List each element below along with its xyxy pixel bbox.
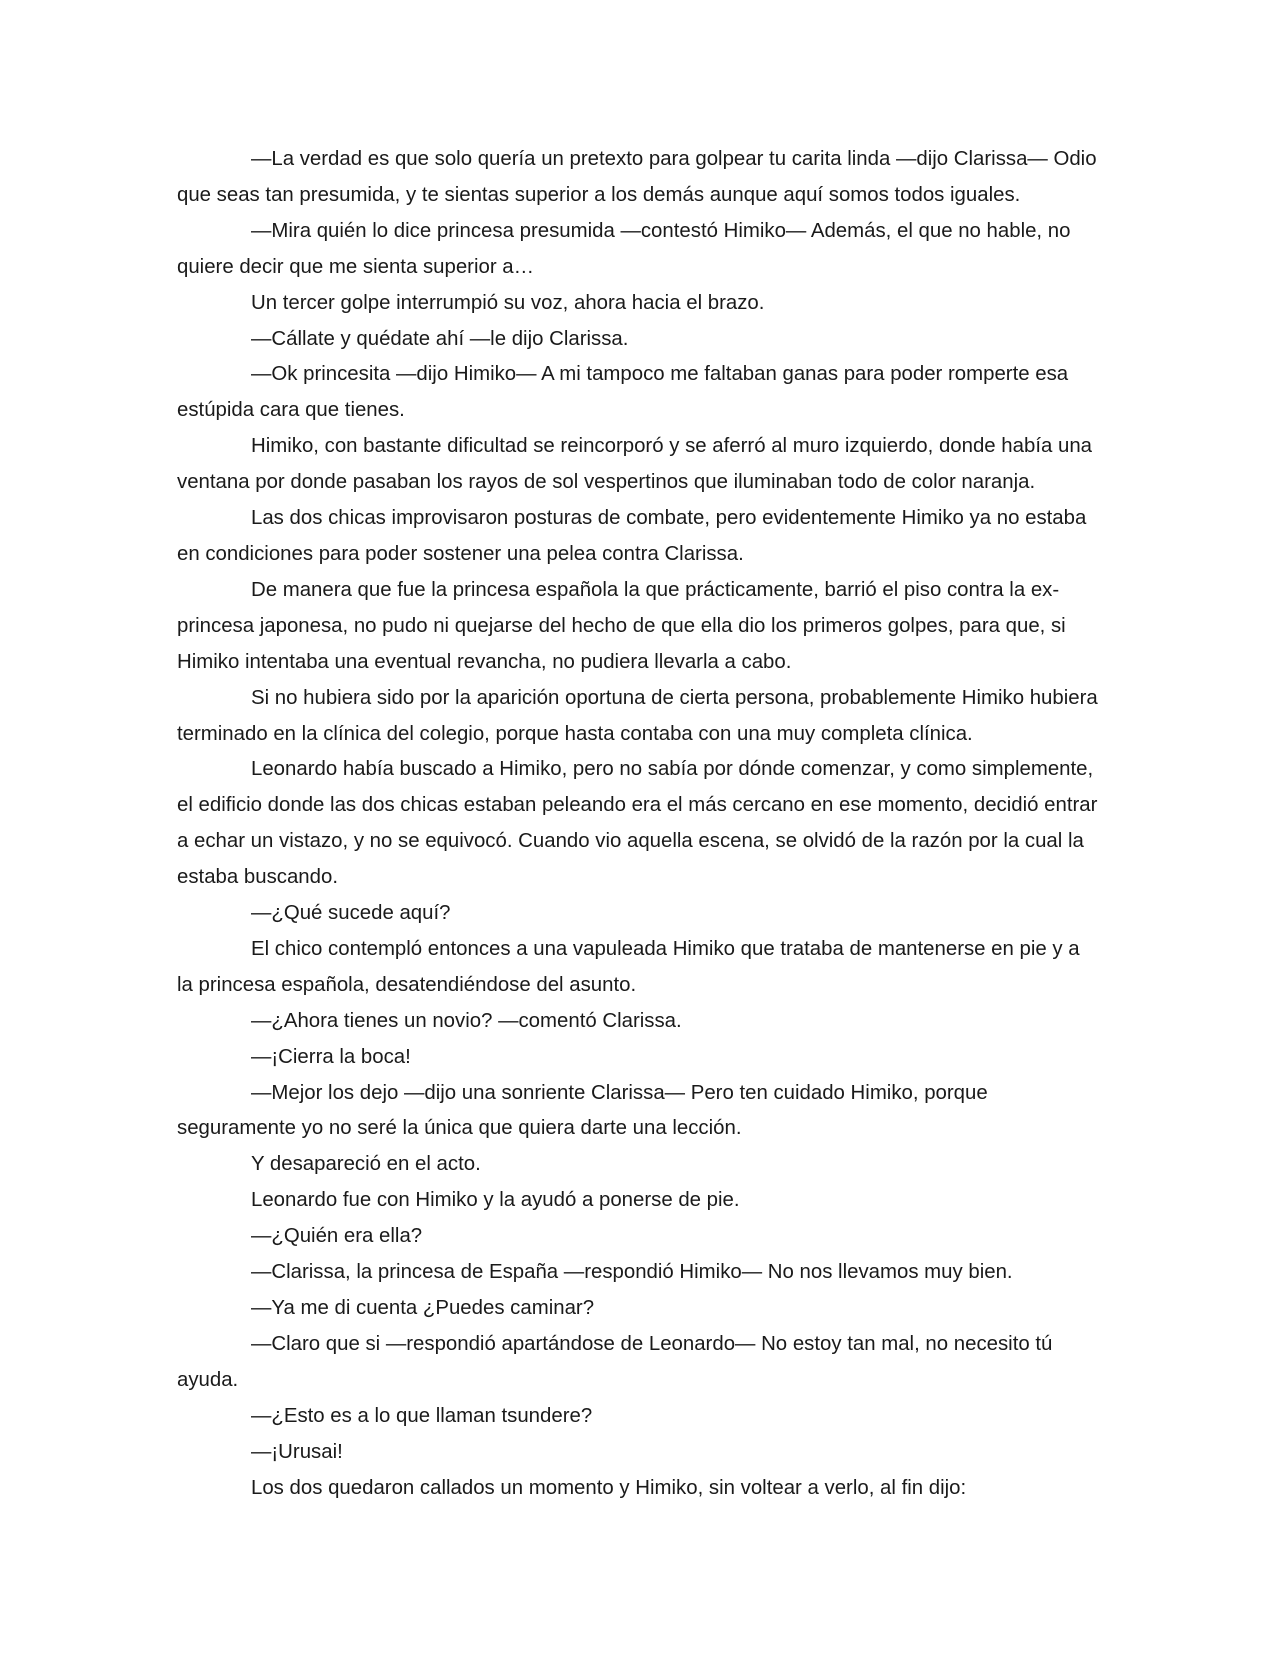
paragraph: —¿Esto es a lo que llaman tsundere? — [251, 1404, 593, 1427]
paragraph: —Ya me di cuenta ¿Puedes caminar? — [251, 1297, 595, 1319]
paragraph: —¿Ahora tienes un novio? —comentó Clarissa. — [251, 1009, 682, 1032]
paragraph: El chico contempló entonces a una vapuleada Himiko que trataba de mantenerse en pie y a la princesa española, desatendiéndose del asunto. — [177, 937, 1080, 996]
paragraph: Los dos quedaron callados un momento y Himiko, sin voltear a verlo, al fin dijo: — [251, 1476, 967, 1499]
paragraph: —Ok princesita —dijo Himiko— A mi tampoco me faltaban ganas para poder romperte esa estúpida cara que tienes. — [177, 363, 1069, 422]
paragraph: Un tercer golpe interrumpió su voz, ahora hacia el brazo. — [251, 291, 765, 314]
paragraph: —Mejor los dejo —dijo una sonriente Clarissa— Pero ten cuidado Himiko, porque seguramente yo no seré la única que quiera darte una lección. — [177, 1081, 988, 1140]
paragraph: —¡Urusai! — [251, 1440, 343, 1463]
paragraph: Si no hubiera sido por la aparición oportuna de cierta persona, probablemente Himiko hubiera terminado en la clínica del colegio, porque hasta contaba con una muy completa clínica. — [177, 686, 1098, 745]
paragraph: —Cállate y quédate ahí —le dijo Clarissa. — [251, 327, 629, 350]
paragraph: Leonardo había buscado a Himiko, pero no sabía por dónde comenzar, y como simplemente, el edificio donde las dos chicas estaban peleando era el más cercano en ese momento, decidió entrar a echar un vistazo, y no se equivocó. Cuando vio aquella escena, se olvidó de la razón por la cual la estaba buscando. — [177, 758, 1098, 889]
paragraph: —¿Quién era ella? — [251, 1225, 423, 1248]
paragraph: —¡Cierra la boca! — [251, 1045, 411, 1068]
paragraph: —Mira quién lo dice princesa presumida —contestó Himiko— Además, el que no hable, no quiere decir que me sienta superior a… — [177, 219, 1071, 278]
paragraph: —La verdad es que solo quería un pretexto para golpear tu carita linda —dijo Clarissa— Odio que seas tan presumida, y te sientas superior a los demás aunque aquí somos todos iguales. — [177, 148, 1097, 206]
paragraph: —Claro que si —respondió apartándose de Leonardo— No estoy tan mal, no necesito tú ayuda. — [177, 1332, 1053, 1391]
paragraph: De manera que fue la princesa española la que prácticamente, barrió el piso contra la ex-princesa japonesa, no pudo ni quejarse del hecho de que ella dio los primeros golpes, para que, si Himiko intentaba una eventual revancha, no pudiera llevarla a cabo. — [177, 578, 1066, 673]
paragraph: Y desapareció en el acto. — [251, 1153, 481, 1176]
paragraph: Leonardo fue con Himiko y la ayudó a ponerse de pie. — [251, 1189, 740, 1212]
paragraph: —Clarissa, la princesa de España —respondió Himiko— No nos llevamos muy bien. — [251, 1261, 1013, 1284]
paragraph: —¿Qué sucede aquí? — [251, 902, 451, 925]
paragraph: Las dos chicas improvisaron posturas de combate, pero evidentemente Himiko ya no estaba en condiciones para poder sostener una pelea contra Clarissa. — [177, 507, 1087, 565]
document-page — [177, 142, 1101, 1506]
paragraph: Himiko, con bastante dificultad se reincorporó y se aferró al muro izquierdo, donde había una ventana por donde pasaban los rayos de sol vespertinos que iluminaban todo de color naranja. — [177, 435, 1093, 494]
